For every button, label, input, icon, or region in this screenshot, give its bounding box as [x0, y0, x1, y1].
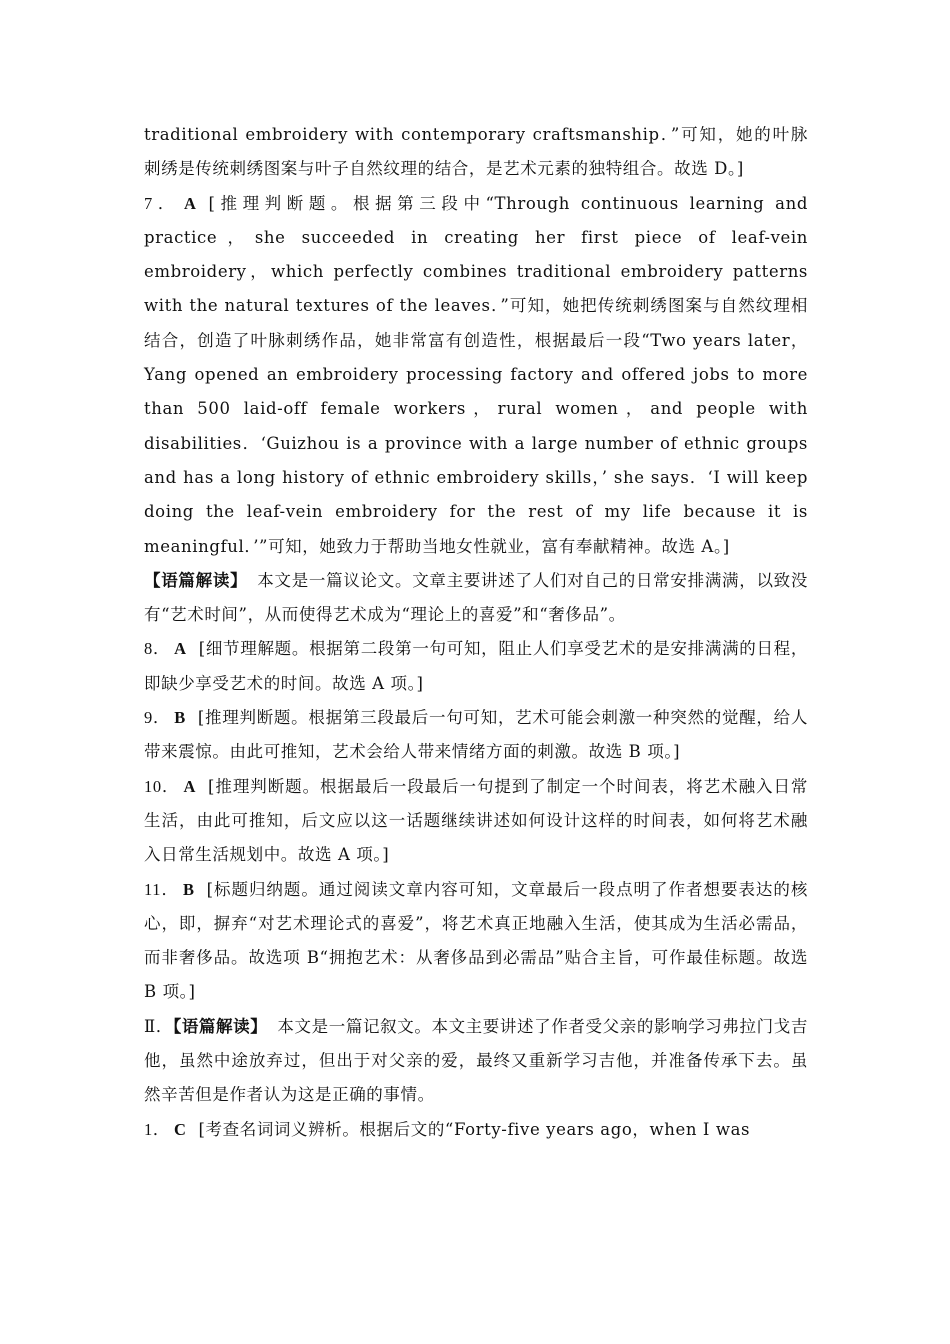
paragraph-text: [细节理解题。根据第二段第一句可知，阻止人们享受艺术的是安排满满的日程，即缺少享受艺术的时间。故选 A 项。]: [144, 639, 808, 693]
paragraph-text: [考查名词词义辨析。根据后文的“Forty-five years ago，when I was: [198, 1119, 751, 1139]
answer-letter: A: [174, 639, 187, 659]
answer-letter: A: [183, 776, 197, 796]
paragraph-q8: [144, 632, 808, 701]
question-number: 9．: [144, 708, 171, 728]
section-tag: 【语篇解读】: [144, 570, 248, 590]
question-number: 7．: [144, 193, 180, 213]
paragraph-q1: [144, 1113, 808, 1147]
answer-letter: C: [173, 1119, 187, 1139]
question-number: 11．: [144, 879, 179, 899]
section-number: Ⅱ．: [144, 1016, 173, 1036]
document-body: [144, 118, 808, 1147]
paragraph-text: [推理判断题。根据最后一段最后一句提到了制定一个时间表，将艺术融入日常生活，由此可推知，后文应以这一话题继续讲述如何设计这样的时间表，如何将艺术融入日常生活规划中。故选 A 项。]: [144, 776, 808, 865]
answer-letter: B: [174, 708, 186, 728]
paragraph-q6-continuation: [144, 118, 808, 187]
answer-letter: A: [183, 193, 197, 213]
paragraph-q10: [144, 770, 808, 873]
paragraph-text: [推理判断题。根据第三段最后一句可知，艺术可能会刺激一种突然的觉醒，给人带来震惊。由此可推知，艺术会给人带来情绪方面的刺激。故选 B 项。]: [144, 708, 808, 762]
question-number: 1．: [144, 1119, 170, 1139]
paragraph-text: [标题归纳题。通过阅读文章内容可知，文章最后一段点明了作者想要表达的核心，即，摒弃“对艺术理论式的喜爱”，将艺术真正地融入生活，使其成为生活必需品，而非奢侈品。故选项 B“拥抱艺术：从奢侈品到必需品”贴合主旨，可作最佳标题。故选 B 项。]: [144, 879, 808, 1002]
question-number: 10．: [144, 776, 180, 796]
question-number: 8．: [144, 639, 171, 659]
paragraph-text: [推理判断题。根据第三段中“Through continuous learning and practice，she succeeded in creating her first piece of leaf-vein embroidery，which perfectly combines traditional embroidery patterns with the natural textures of the leaves．”可知，她把传统刺绣图案与自然纹理相结合，创造了叶脉刺绣作品，她非常富有创造性，根据最后一段“Two years later，Yang opened an embroidery processing factory and offered jobs to more than 500 laid-off female workers，rural women，and people with disabilities．‘Guizhou is a province with a large number of ethnic groups and has a long history of ethnic embroidery skills，’ she says．‘I will keep doing the leaf-vein embroidery for the rest of my life because it is meaningful．’”可知，她致力于帮助当地女性就业，富有奉献精神。故选 A。]: [144, 193, 808, 556]
section-tag: 【语篇解读】: [172, 1016, 268, 1036]
paragraph-q7: [144, 187, 808, 564]
paragraph-reading-b: [144, 564, 808, 633]
paragraph-text: 本文是一篇记叙文。本文主要讲述了作者受父亲的影响学习弗拉门戈吉他，虽然中途放弃过，但出于对父亲的爱，最终又重新学习吉他，并准备传承下去。虽然辛苦但是作者认为这是正确的事情。: [144, 1016, 808, 1105]
answer-letter: B: [182, 879, 195, 899]
paragraph-q11: [144, 873, 808, 1010]
paragraph-text: 本文是一篇议论文。文章主要讲述了人们对自己的日常安排满满，以致没有“艺术时间”，从而使得艺术成为“理论上的喜爱”和“奢侈品”。: [144, 570, 808, 625]
paragraph-text: traditional embroidery with contemporary craftsmanship．”可知，她的叶脉刺绣是传统刺绣图案与叶子自然纹理的结合，是艺术元素的独特组合。故选 D。]: [144, 125, 808, 179]
paragraph-q9: [144, 701, 808, 770]
paragraph-reading-ii: [144, 1010, 808, 1113]
